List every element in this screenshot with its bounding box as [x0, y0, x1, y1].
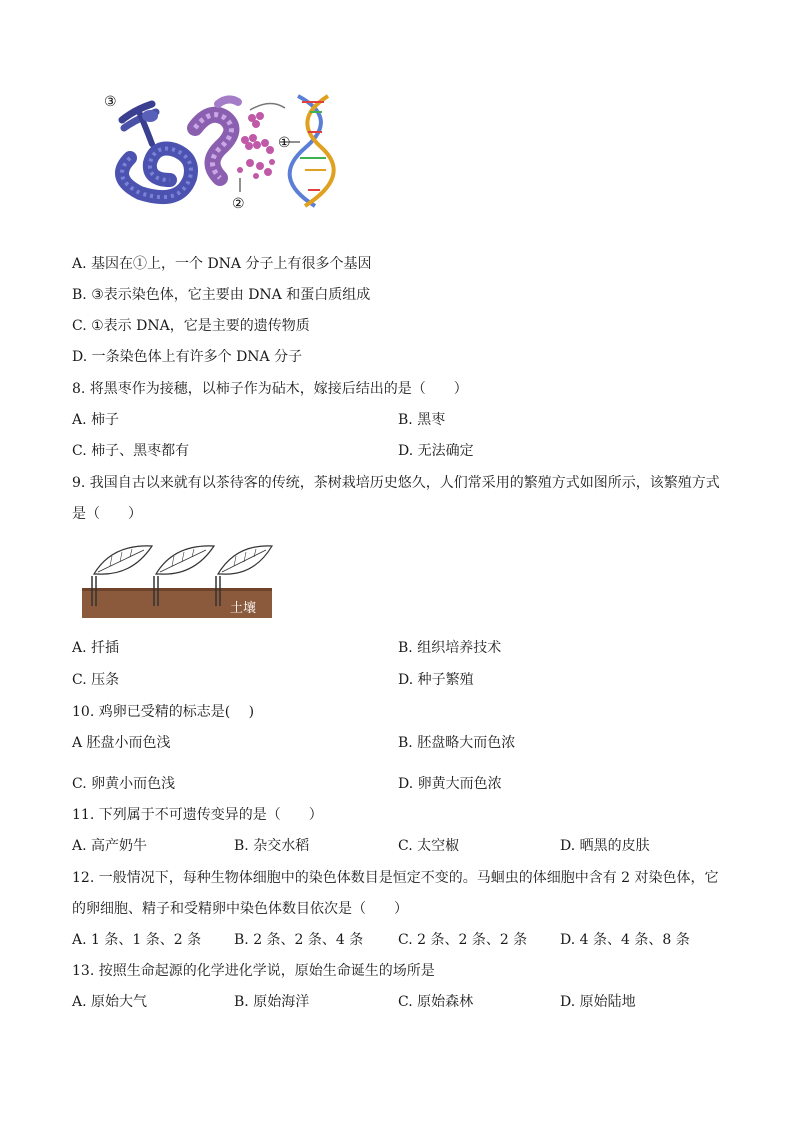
- q12-option-d[interactable]: D. 4 条、4 条、8 条: [560, 932, 690, 948]
- q13-stem: 13. 按照生命起源的化学进化学说，原始生命诞生的场所是: [72, 963, 435, 979]
- q12-option-c[interactable]: C. 2 条、2 条、2 条: [398, 932, 528, 948]
- q8-stem: 8. 将黑枣作为接穗，以柿子作为砧木，嫁接后结出的是（ ）: [72, 381, 468, 397]
- q11-stem: 11. 下列属于不可遗传变异的是（ ）: [72, 807, 323, 823]
- q13-option-c[interactable]: C. 原始森林: [398, 994, 474, 1010]
- q10-option-a[interactable]: A 胚盘小而色浅: [72, 735, 171, 751]
- q12-stem-line1: 12. 一般情况下，每种生物体细胞中的染色体数目是恒定不变的。马蛔虫的体细胞中含有 2 对染色体，它: [72, 870, 719, 886]
- soil-label: 土壤: [230, 601, 257, 616]
- nucleosome-coil-shape: [195, 99, 238, 178]
- q12-stem-line2: 的卵细胞、精子和受精卵中染色体数目依次是（ ）: [72, 901, 408, 917]
- coiled-fiber-shape: [122, 149, 191, 198]
- q8-option-c[interactable]: C. 柿子、黑枣都有: [72, 443, 190, 459]
- q11-option-a[interactable]: A. 高产奶牛: [72, 838, 148, 854]
- q9-option-b[interactable]: B. 组织培养技术: [398, 640, 502, 656]
- q13-option-d[interactable]: D. 原始陆地: [560, 994, 636, 1010]
- q9-stem-line1: 9. 我国自古以来就有以茶待客的传统，茶树栽培历史悠久，人们常采用的繁殖方式如图所示，该繁殖方式: [72, 475, 720, 491]
- q10-option-b[interactable]: B. 胚盘略大而色浓: [398, 735, 516, 751]
- q12-option-a[interactable]: A. 1 条、1 条、2 条: [72, 932, 202, 948]
- figure-label-3: ③: [104, 94, 117, 110]
- dna-helix-shape: [290, 96, 334, 206]
- q8-option-a[interactable]: A. 柿子: [72, 412, 120, 428]
- q10-option-d[interactable]: D. 卵黄大而色浓: [398, 776, 502, 792]
- q13-option-b[interactable]: B. 原始海洋: [234, 994, 310, 1010]
- chromosome-shape: [122, 104, 158, 144]
- cutting-figure: [82, 542, 274, 620]
- q7-option-c[interactable]: C. ①表示 DNA，它是主要的遗传物质: [72, 318, 310, 334]
- q9-option-c[interactable]: C. 压条: [72, 672, 120, 688]
- q12-option-b[interactable]: B. 2 条、2 条、4 条: [234, 932, 364, 948]
- q8-option-d[interactable]: D. 无法确定: [398, 443, 474, 459]
- q7-option-a[interactable]: A. 基因在①上，一个 DNA 分子上有很多个基因: [72, 256, 372, 272]
- q11-option-d[interactable]: D. 晒黑的皮肤: [560, 838, 650, 854]
- chromosome-dna-figure: [100, 88, 350, 213]
- q9-option-a[interactable]: A. 扦插: [72, 640, 120, 656]
- q11-option-b[interactable]: B. 杂交水稻: [234, 838, 310, 854]
- q9-stem-line2: 是（ ）: [72, 506, 142, 522]
- q11-option-c[interactable]: C. 太空椒: [398, 838, 460, 854]
- q10-stem: 10. 鸡卵已受精的标志是( ): [72, 704, 255, 720]
- histone-cluster-shape: [237, 112, 275, 179]
- q7-option-d[interactable]: D. 一条染色体上有许多个 DNA 分子: [72, 349, 303, 365]
- q8-option-b[interactable]: B. 黑枣: [398, 412, 446, 428]
- q7-option-b[interactable]: B. ③表示染色体，它主要由 DNA 和蛋白质组成: [72, 287, 371, 303]
- figure-label-1: ①: [278, 135, 291, 151]
- q9-option-d[interactable]: D. 种子繁殖: [398, 672, 474, 688]
- q13-option-a[interactable]: A. 原始大气: [72, 994, 148, 1010]
- q10-option-c[interactable]: C. 卵黄小而色浅: [72, 776, 176, 792]
- figure-label-2: ②: [232, 196, 245, 212]
